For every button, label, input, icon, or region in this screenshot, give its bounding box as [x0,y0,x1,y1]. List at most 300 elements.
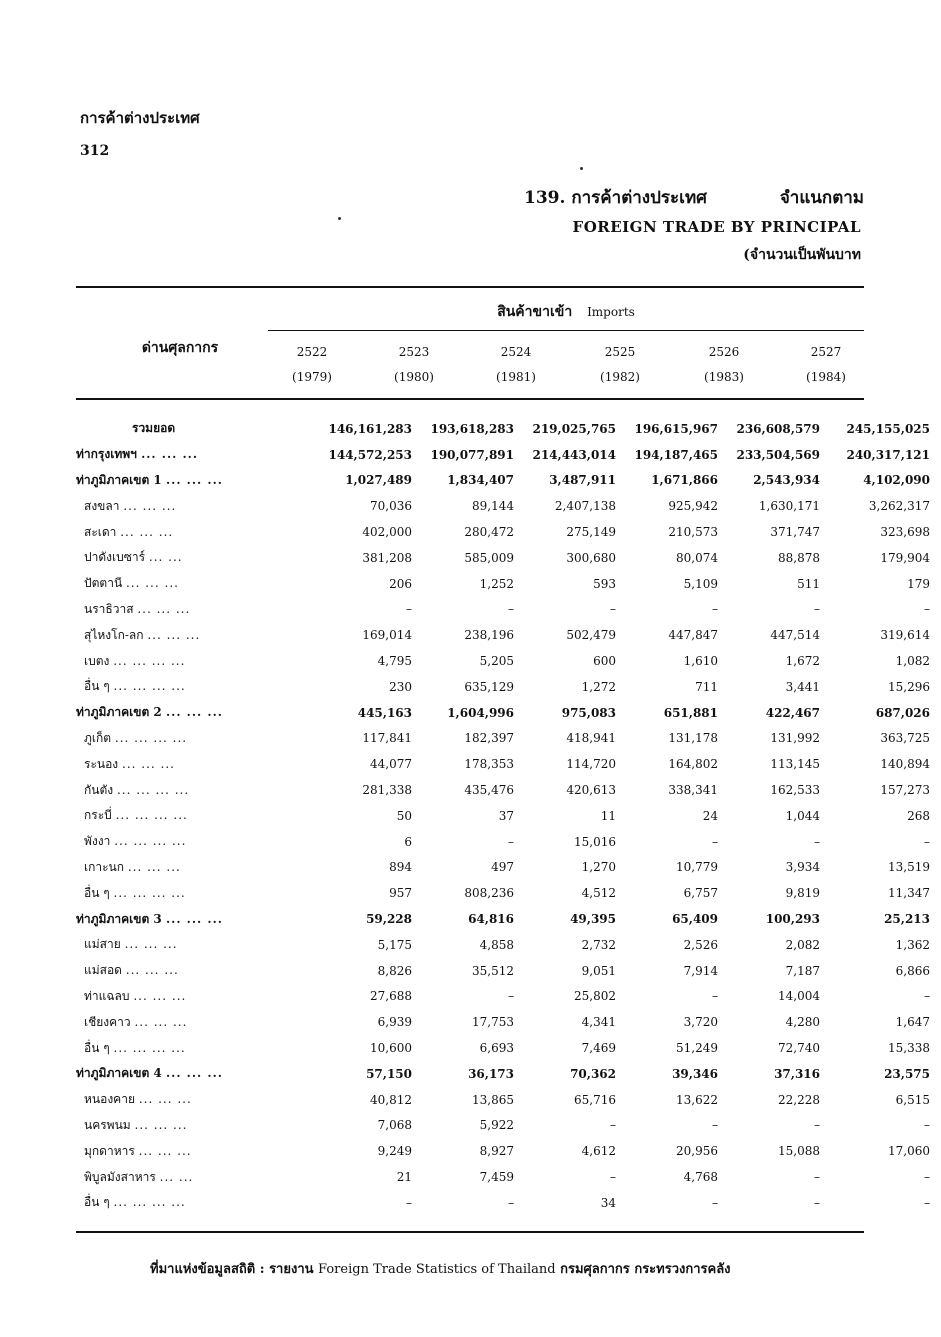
table-row [76,958,930,984]
leader-dots: ... ... ... [124,937,178,952]
source-label: ที่มาแห่งข้อมูลสถิติ : [150,1262,265,1277]
table-body [76,416,930,1216]
value-cell: 17,753 [472,1015,514,1030]
row-label: ท่าภูมิภาคเขต 1 [76,472,162,487]
value-cell: 2,082 [785,937,820,952]
value-cell: 808,236 [464,886,514,901]
value-cell: 8,826 [377,963,412,978]
value-cell: 14,004 [778,989,820,1004]
value-cell: – [508,989,514,1004]
leader-dots: ... ... ... [134,1117,188,1132]
table-row [76,726,930,752]
row-label: กระบี่ [84,808,112,823]
value-cell: 9,051 [581,963,616,978]
value-cell: – [924,989,930,1004]
value-cell: 447,847 [668,628,718,643]
value-cell: 1,610 [683,654,718,669]
value-cell: 21 [396,1170,412,1184]
table-row [76,751,930,777]
value-cell: 117,841 [362,731,412,746]
value-cell: 178,353 [464,757,514,772]
row-label: ท่ากรุงเทพฯ [76,447,137,462]
row-label-cell [76,1190,310,1216]
row-label-cell [76,984,310,1010]
value-cell: 179,904 [880,550,930,565]
value-cell: 447,514 [770,628,820,643]
value-cell: 238,196 [464,628,514,643]
value-cell: 3,720 [683,1015,718,1030]
value-cell: 502,479 [566,628,616,643]
value-cell: 280,472 [464,525,514,540]
value-cell: 245,155,025 [846,421,930,436]
value-cell: 4,341 [581,1015,616,1030]
group-header-rule [268,330,864,331]
row-label: สะเดา [84,524,117,539]
value-cell: 13,865 [472,1092,514,1107]
leader-dots: ... ... [148,550,183,565]
value-cell: 214,443,014 [532,447,616,462]
value-cell: 13,622 [676,1092,718,1107]
row-label-cell [76,1087,310,1113]
row-label-cell [76,597,310,623]
leader-dots: ... ... ... ... [113,1195,186,1210]
value-cell: 114,720 [566,757,616,772]
value-cell: 319,614 [880,628,930,643]
row-label: ปาดังเบซาร์ [84,550,146,565]
table-row [76,468,930,494]
value-cell: 6,866 [895,963,930,978]
value-cell: 15,088 [778,1144,820,1159]
value-cell: 11,347 [888,886,930,901]
value-cell: 7,187 [785,963,820,978]
value-cell: – [814,1170,820,1184]
row-label-cell [76,829,310,855]
row-label: เชียงคาว [84,1014,131,1029]
value-cell: 15,296 [888,679,930,694]
value-cell: 2,407,138 [554,499,616,514]
value-cell: 275,149 [566,525,616,540]
row-label-cell [76,726,310,752]
imports-group-header [268,301,864,323]
value-cell: 402,000 [362,525,412,540]
value-cell: 169,014 [362,628,412,643]
table-row [76,984,930,1010]
value-cell: 585,009 [464,550,514,565]
row-label: ปัตตานี [84,576,123,591]
scan-speck [580,167,583,170]
row-label: ท่าภูมิภาคเขต 4 [76,1066,162,1081]
value-cell: 418,941 [566,731,616,746]
value-cell: 6,515 [895,1092,930,1107]
table-row [76,1035,930,1061]
value-cell: 3,262,317 [868,499,930,514]
leader-dots: ... ... ... [147,627,201,642]
leader-dots: ... ... ... [120,524,174,539]
table-row [76,803,930,829]
value-cell: 687,026 [875,705,930,720]
leader-dots: ... ... ... ... [114,834,187,849]
table-row [76,622,930,648]
table-row [76,777,930,803]
value-cell: 422,467 [765,705,820,720]
value-cell: 1,672 [785,654,820,669]
value-cell: 88,878 [778,550,820,565]
value-cell: 70,036 [370,499,412,514]
table-title-en: FOREIGN TRADE BY PRINCIPAL [572,218,861,236]
value-cell: 140,894 [880,757,930,772]
year-ce: (1980) [394,370,434,384]
value-cell: 65,409 [672,912,718,927]
row-label: เบตง [84,653,110,668]
value-cell: 233,504,569 [736,447,820,462]
imports-header-th: สินค้าขาเข้า [497,304,573,320]
value-cell: 268 [907,808,930,823]
value-cell: 5,205 [479,654,514,669]
leader-dots: ... ... ... [141,447,199,462]
value-cell: 5,109 [683,576,718,591]
value-cell: 420,613 [566,783,616,798]
table-title-th-text: การค้าต่างประเทศ [571,188,707,208]
value-cell: 44,077 [370,757,412,772]
value-cell: 1,270 [581,860,616,875]
row-label: มุกดาหาร [84,1143,135,1158]
row-label-cell [76,1009,310,1035]
value-cell: 157,273 [880,783,930,798]
value-cell: 194,187,465 [634,447,718,462]
value-cell: – [924,834,930,849]
value-cell: 323,698 [880,525,930,540]
leader-dots: ... ... ... [137,601,191,616]
value-cell: 371,747 [770,525,820,540]
value-cell: 4,768 [683,1170,718,1184]
unit-note: (จำนวนเป็นพันบาท [743,247,861,263]
value-cell: – [814,834,820,849]
imports-table [76,416,930,1216]
table-row [76,519,930,545]
value-cell: 11 [600,808,616,823]
leader-dots: ... ... ... [122,756,175,771]
value-cell: 182,397 [464,731,514,746]
value-cell: 89,144 [472,499,514,514]
row-label-cell [76,803,310,829]
row-label-cell [76,545,310,571]
value-cell: 281,338 [362,783,412,798]
row-label: ท่าแฉลบ [84,988,130,1003]
value-cell: – [508,1195,514,1210]
value-cell: – [712,602,718,617]
table-row [76,1061,930,1087]
row-label-cell [76,880,310,906]
value-cell: 72,740 [778,1041,820,1056]
value-cell: 1,671,866 [651,473,718,488]
value-cell: 219,025,765 [532,421,616,436]
value-cell: – [924,1170,930,1184]
row-label-cell [76,777,310,803]
value-cell: 9,249 [377,1144,412,1159]
value-cell: 435,476 [464,783,514,798]
value-cell: 59,228 [366,912,412,927]
row-label: แม่สาย [84,937,121,952]
leader-dots: ... ... ... [165,705,223,720]
table-row [76,442,930,468]
value-cell: 70,362 [570,1066,616,1081]
value-cell: 39,346 [672,1066,718,1081]
value-cell: 5,175 [377,937,412,952]
value-cell: 210,573 [668,525,718,540]
value-cell: 196,615,967 [634,421,718,436]
value-cell: – [924,602,930,617]
row-label-cell [76,674,310,700]
value-cell: 34 [600,1195,616,1210]
value-cell: 179 [907,576,930,591]
value-cell: 957 [389,886,412,901]
table-row [76,1138,930,1164]
value-cell: 2,543,934 [753,473,820,488]
value-cell: 1,630,171 [758,499,820,514]
value-cell: 3,487,911 [549,473,616,488]
value-cell: 113,145 [770,757,820,772]
running-head: การค้าต่างประเทศ [80,109,200,127]
value-cell: 4,102,090 [863,473,930,488]
value-cell: 7,914 [683,963,718,978]
table-row [76,416,930,442]
value-cell: – [610,602,616,617]
table-title-th-continued: จำแนกตาม [779,188,864,208]
leader-dots: ... ... ... [165,911,223,926]
value-cell: 22,228 [778,1092,820,1107]
table-bottom-rule [76,1231,864,1233]
value-cell: 975,083 [561,705,616,720]
value-cell: – [712,1118,718,1133]
year-header [272,340,352,390]
table-row [76,1190,930,1216]
year-header [786,340,866,390]
leader-dots: ... ... ... [133,988,187,1003]
leader-dots: ... ... ... [127,859,181,874]
row-label: สงขลา [84,498,120,513]
value-cell: – [712,834,718,849]
table-row [76,855,930,881]
value-cell: 338,341 [668,783,718,798]
row-label: พังงา [84,834,111,849]
value-cell: 7,469 [581,1041,616,1056]
value-cell: – [814,1195,820,1210]
value-cell: 4,612 [581,1144,616,1159]
row-label-cell [76,751,310,777]
leader-dots: ... ... ... ... [113,679,186,694]
leader-dots: ... ... ... [138,1092,192,1107]
value-cell: – [406,1195,412,1210]
row-label-cell [76,519,310,545]
row-label: นครพนม [84,1117,131,1132]
value-cell: 4,512 [581,886,616,901]
source-text-th: รายงาน [269,1262,314,1277]
value-cell: 300,680 [566,550,616,565]
value-cell: – [712,989,718,1004]
value-cell: – [508,602,514,617]
value-cell: 6,939 [377,1015,412,1030]
value-cell: 1,604,996 [447,705,514,720]
row-label-cell [76,622,310,648]
value-cell: 711 [695,679,718,694]
value-cell: 240,317,121 [846,447,930,462]
table-row [76,571,930,597]
value-cell: 37,316 [774,1066,820,1081]
leader-dots: ... ... ... ... [114,730,188,745]
row-label: กันตัง [84,782,114,797]
value-cell: 6,757 [683,886,718,901]
leader-dots: ... ... ... [125,576,179,591]
row-label: อื่น ๆ [84,885,110,900]
table-row [76,906,930,932]
row-label: เกาะนก [84,859,125,874]
value-cell: 1,272 [581,679,616,694]
value-cell: 7,068 [377,1118,412,1133]
value-cell: 206 [389,576,412,591]
value-cell: 6,693 [479,1041,514,1056]
value-cell: 1,834,407 [447,473,514,488]
year-ce: (1979) [292,370,332,384]
row-label: นราธิวาส [84,601,134,616]
row-label-cell [76,855,310,881]
leader-dots: ... ... ... [123,498,177,513]
value-cell: 593 [593,576,616,591]
value-cell: 20,956 [676,1144,718,1159]
year-ce: (1981) [496,370,536,384]
value-cell: 57,150 [366,1066,412,1081]
value-cell: 17,060 [888,1144,930,1159]
leader-dots: ... ... ... ... [113,1040,186,1055]
row-label-cell [76,1164,310,1190]
year-ce: (1982) [600,370,640,384]
leader-dots: ... ... ... ... [113,885,186,900]
value-cell: – [924,1118,930,1133]
value-cell: 144,572,253 [328,447,412,462]
year-header [374,340,454,390]
value-cell: 4,280 [785,1015,820,1030]
value-cell: 164,802 [668,757,718,772]
table-row [76,700,930,726]
row-label-cell [76,571,310,597]
leader-dots: ... ... ... ... [116,782,190,797]
value-cell: 511 [797,576,820,591]
row-label: รวมยอด [132,421,176,436]
value-cell: 2,732 [581,937,616,952]
year-ce: (1984) [806,370,846,384]
value-cell: 162,533 [770,783,820,798]
table-row [76,493,930,519]
value-cell: 8,927 [479,1144,514,1159]
value-cell: – [814,602,820,617]
row-label: พิบูลมังสาหาร [84,1169,156,1184]
row-label-cell [76,468,310,494]
year-header [476,340,556,390]
row-label: หนองคาย [84,1092,135,1107]
year-header [580,340,660,390]
value-cell: 23,575 [884,1066,930,1081]
value-cell: 7,459 [479,1170,514,1184]
row-label: สุไหงโก-ลก [84,627,144,642]
value-cell: 13,519 [888,860,930,875]
value-cell: 27,688 [370,989,412,1004]
row-label-cell [76,416,310,442]
table-row [76,545,930,571]
value-cell: – [712,1195,718,1210]
row-label: อื่น ๆ [84,1040,110,1055]
value-cell: 6 [404,834,412,849]
value-cell: 1,647 [895,1015,930,1030]
year-header [684,340,764,390]
table-title-th [524,184,864,211]
year-th: 2523 [398,345,430,359]
table-row [76,597,930,623]
leader-dots: ... ... ... [165,472,223,487]
table-row [76,648,930,674]
value-cell: 381,208 [362,550,412,565]
row-label-cell [76,1035,310,1061]
table-row [76,1009,930,1035]
row-label-cell [76,1138,310,1164]
value-cell: 3,934 [785,860,820,875]
value-cell: 15,338 [888,1041,930,1056]
value-cell: 37 [498,808,514,823]
value-cell: 49,395 [570,912,616,927]
year-th: 2525 [604,345,636,359]
table-row [76,1113,930,1139]
value-cell: – [924,1195,930,1210]
value-cell: 1,362 [895,937,930,952]
header-bottom-rule [76,398,864,400]
stub-header: ด่านศุลกากร [141,340,219,356]
value-cell: 100,293 [765,912,820,927]
value-cell: 2,526 [683,937,718,952]
row-label: ระนอง [84,756,119,771]
value-cell: – [814,1118,820,1133]
row-label: ภูเก็ต [84,730,112,745]
source-agency: กรมศุลกากร กระทรวงการคลัง [560,1262,731,1277]
row-label-cell [76,1061,310,1087]
value-cell: 50 [396,808,412,823]
year-th: 2526 [708,345,740,359]
row-label-cell [76,648,310,674]
leader-dots: ... ... ... [125,963,179,978]
table-row [76,674,930,700]
leader-dots: ... ... ... ... [113,653,186,668]
value-cell: 230 [389,679,412,694]
value-cell: 445,163 [357,705,412,720]
value-cell: 193,618,283 [430,421,514,436]
value-cell: 635,129 [464,679,514,694]
value-cell: 40,812 [370,1092,412,1107]
year-th: 2524 [500,345,532,359]
value-cell: 190,077,891 [430,447,514,462]
value-cell: 25,802 [574,989,616,1004]
table-row [76,829,930,855]
value-cell: – [610,1118,616,1133]
row-label: ท่าภูมิภาคเขต 3 [76,911,162,926]
row-label-cell [76,906,310,932]
value-cell: 65,716 [574,1092,616,1107]
value-cell: 236,608,579 [736,421,820,436]
value-cell: – [508,834,514,849]
value-cell: 1,027,489 [345,473,412,488]
value-cell: 497 [491,860,514,875]
value-cell: 600 [593,654,616,669]
value-cell: 146,161,283 [328,421,412,436]
row-label: อื่น ๆ [84,679,110,694]
imports-header-en: Imports [587,305,635,319]
value-cell: 4,795 [377,654,412,669]
